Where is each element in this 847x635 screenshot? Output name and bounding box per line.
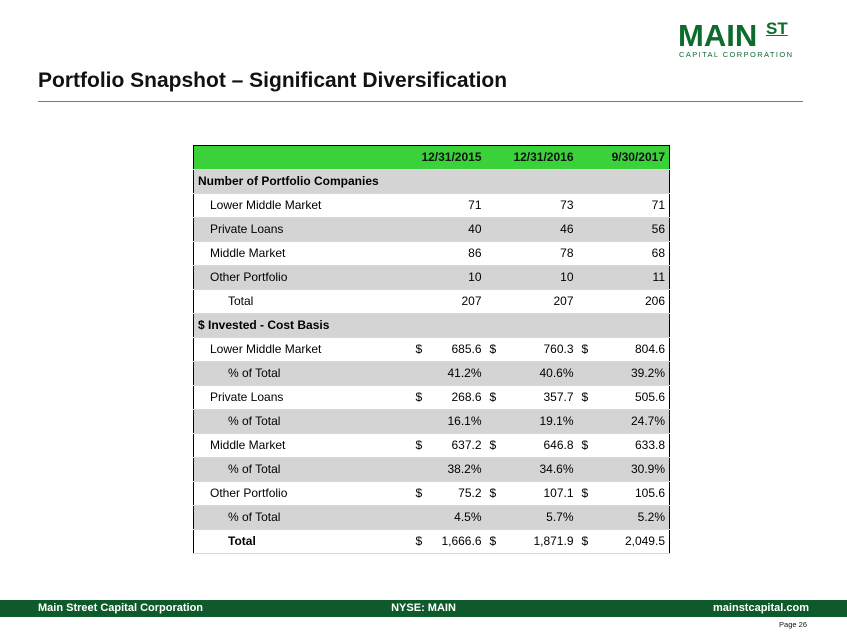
cell: 38.2% [394, 458, 486, 482]
section-title-row [194, 170, 670, 194]
amount: 357.7 [543, 390, 574, 404]
footer-website-link[interactable]: mainstcapital.com [713, 602, 809, 614]
currency-symbol: $ [581, 342, 589, 356]
cell [394, 434, 486, 458]
logo-subtitle: CAPITAL CORPORATION [679, 50, 794, 59]
header-col: 12/31/2016 [486, 146, 578, 170]
table-row [194, 338, 670, 362]
cell: 56 [578, 218, 670, 242]
currency-symbol: $ [415, 486, 423, 500]
cell: 73 [486, 194, 578, 218]
title-divider [38, 101, 803, 102]
cell [486, 338, 578, 362]
currency-symbol: $ [415, 342, 423, 356]
cell: 41.2% [394, 362, 486, 386]
logo-st-text: ST [766, 19, 788, 38]
amount: 107.1 [543, 486, 574, 500]
cell: 206 [578, 290, 670, 314]
cell: 5.7% [486, 506, 578, 530]
table-row [194, 194, 670, 218]
table-row [194, 482, 670, 506]
currency-symbol: $ [415, 534, 423, 548]
logo-main-text: MAIN [678, 18, 758, 53]
pct-row [194, 362, 670, 386]
amount: 105.6 [634, 486, 665, 500]
cell: 68 [578, 242, 670, 266]
currency-symbol: $ [489, 390, 497, 404]
cell: 24.7% [578, 410, 670, 434]
section-title: Number of Portfolio Companies [194, 170, 670, 194]
cell: 71 [394, 194, 486, 218]
table-row [194, 242, 670, 266]
cell [578, 338, 670, 362]
total-row [194, 290, 670, 314]
row-label: Middle Market [194, 434, 394, 458]
currency-symbol: $ [415, 390, 423, 404]
cell: 207 [394, 290, 486, 314]
cell: 19.1% [486, 410, 578, 434]
cell [486, 482, 578, 506]
cell [578, 530, 670, 554]
footer-bar [0, 600, 847, 617]
cell [578, 482, 670, 506]
footer-company: Main Street Capital Corporation [38, 602, 204, 614]
row-label: Other Portfolio [194, 266, 394, 290]
row-label: Total [194, 290, 394, 314]
cell [578, 434, 670, 458]
currency-symbol: $ [489, 486, 497, 500]
cell: 10 [486, 266, 578, 290]
row-label: Lower Middle Market [194, 338, 394, 362]
cell: 16.1% [394, 410, 486, 434]
row-label: % of Total [194, 506, 394, 530]
cell: 207 [486, 290, 578, 314]
currency-symbol: $ [581, 438, 589, 452]
pct-row [194, 410, 670, 434]
amount: 760.3 [543, 342, 574, 356]
row-label: Other Portfolio [194, 482, 394, 506]
total-row [194, 530, 670, 554]
amount: 633.8 [634, 438, 665, 452]
currency-symbol: $ [489, 342, 497, 356]
currency-symbol: $ [581, 390, 589, 404]
amount: 75.2 [458, 486, 482, 500]
amount: 1,871.9 [533, 534, 574, 548]
row-label: Lower Middle Market [194, 194, 394, 218]
cell [486, 434, 578, 458]
cell [394, 338, 486, 362]
currency-symbol: $ [581, 486, 589, 500]
footer-ticker: NYSE: MAIN [391, 602, 456, 614]
cell: 4.5% [394, 506, 486, 530]
cell: 46 [486, 218, 578, 242]
cell [394, 386, 486, 410]
row-label: % of Total [194, 410, 394, 434]
cell: 11 [578, 266, 670, 290]
pct-row [194, 506, 670, 530]
amount: 1,666.6 [441, 534, 482, 548]
company-logo [678, 20, 798, 62]
currency-symbol: $ [489, 534, 497, 548]
cell: 86 [394, 242, 486, 266]
cell [486, 530, 578, 554]
cell: 5.2% [578, 506, 670, 530]
page-number: Page 26 [779, 620, 807, 629]
table-header-row [194, 146, 670, 170]
row-label: Middle Market [194, 242, 394, 266]
table-row [194, 386, 670, 410]
table-row [194, 266, 670, 290]
currency-symbol: $ [489, 438, 497, 452]
amount: 505.6 [634, 390, 665, 404]
amount: 685.6 [451, 342, 482, 356]
pct-row [194, 458, 670, 482]
cell: 30.9% [578, 458, 670, 482]
row-label: Total [194, 530, 394, 554]
currency-symbol: $ [415, 438, 423, 452]
header-col: 9/30/2017 [578, 146, 670, 170]
cell [394, 482, 486, 506]
table-row [194, 434, 670, 458]
header-blank [194, 146, 394, 170]
cell: 39.2% [578, 362, 670, 386]
cell: 78 [486, 242, 578, 266]
table-row [194, 218, 670, 242]
currency-symbol: $ [581, 534, 589, 548]
header-col: 12/31/2015 [394, 146, 486, 170]
cell [486, 386, 578, 410]
row-label: % of Total [194, 458, 394, 482]
amount: 646.8 [543, 438, 574, 452]
cell [394, 530, 486, 554]
amount: 2,049.5 [624, 534, 665, 548]
amount: 637.2 [451, 438, 482, 452]
section-title: $ Invested - Cost Basis [194, 314, 670, 338]
cell [578, 386, 670, 410]
row-label: % of Total [194, 362, 394, 386]
cell: 40 [394, 218, 486, 242]
cell: 34.6% [486, 458, 578, 482]
cell: 71 [578, 194, 670, 218]
amount: 804.6 [634, 342, 665, 356]
portfolio-table [193, 145, 670, 554]
cell: 40.6% [486, 362, 578, 386]
page-title: Portfolio Snapshot – Significant Diversification [38, 69, 508, 92]
amount: 268.6 [451, 390, 482, 404]
cell: 10 [394, 266, 486, 290]
section-title-row [194, 314, 670, 338]
row-label: Private Loans [194, 218, 394, 242]
row-label: Private Loans [194, 386, 394, 410]
